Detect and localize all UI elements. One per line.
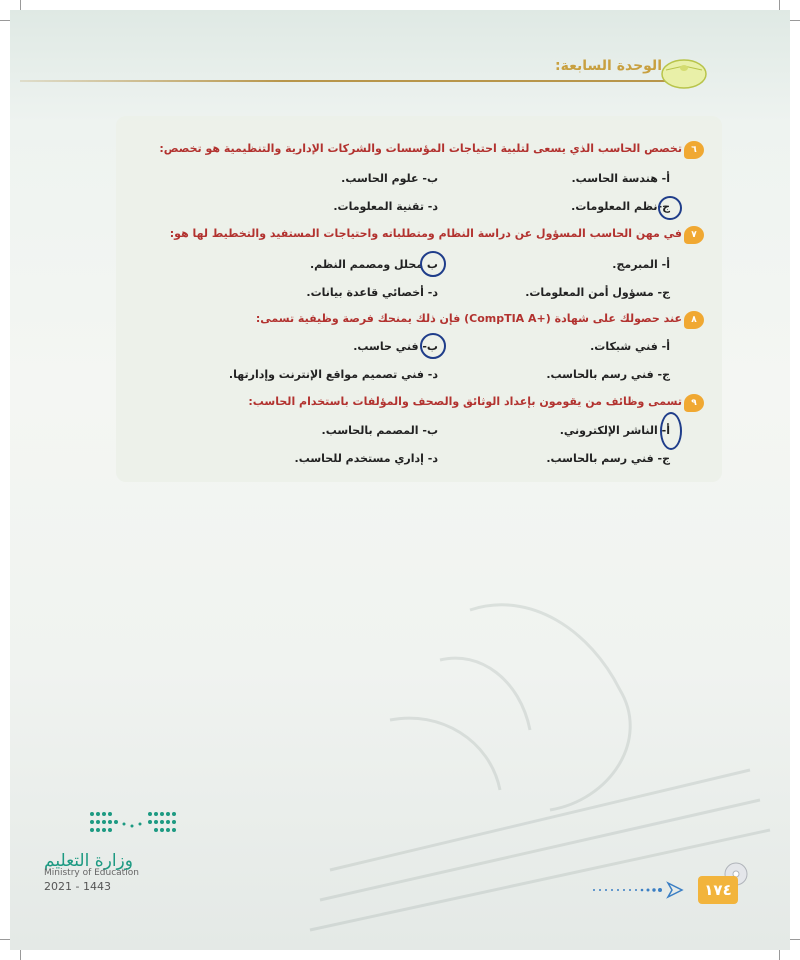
question-8-text: عند حصولك على شهادة (+CompTIA A) فإن ذلك يمنحك فرصة وظيفية تسمى: <box>255 312 682 325</box>
answer-circle <box>420 333 446 359</box>
crop-mark <box>20 950 21 960</box>
crop-mark <box>779 0 780 10</box>
crop-mark <box>20 0 21 10</box>
ministry-logo-icon <box>88 810 180 840</box>
answer-circle <box>658 196 682 220</box>
ministry-name-english: Ministry of Education <box>44 868 139 878</box>
question-number-badge: ٩ <box>684 394 704 412</box>
q7-option-b[interactable]: ب محلل ومصمم النظم. <box>310 258 438 271</box>
computer-mouse-icon <box>660 56 708 90</box>
crop-mark <box>779 950 780 960</box>
q7-option-d[interactable]: د- أخصائي قاعدة بيانات. <box>306 286 438 299</box>
q8-option-b[interactable]: ب- فني حاسب. <box>353 340 438 353</box>
question-number-badge: ٧ <box>684 226 704 244</box>
page-number: ١٧٤ <box>698 876 738 904</box>
crop-mark <box>0 939 10 940</box>
question-9-text: تسمى وظائف من يقومون بإعداد الوثائق والصحف والمؤلفات باستخدام الحاسب: <box>248 395 682 408</box>
answer-circle <box>420 251 446 277</box>
q9-option-a[interactable]: أ- الناشر الإلكتروني. <box>559 424 670 437</box>
question-6-text: تخصص الحاسب الذي يسعى لتلبية احتياجات المؤسسات والشركات الإدارية والتنظيمية هو تخصص: <box>159 142 682 155</box>
answer-circle <box>660 412 682 450</box>
q6-option-d[interactable]: د- تقنية المعلومات. <box>333 200 438 213</box>
q6-option-c[interactable]: ج-نظم المعلومات. <box>571 200 670 213</box>
q7-option-c[interactable]: ج- مسؤول أمن المعلومات. <box>525 286 670 299</box>
crop-mark <box>0 20 10 21</box>
crop-mark <box>790 939 800 940</box>
q6-option-a[interactable]: أ- هندسة الحاسب. <box>571 172 670 185</box>
q8-option-c[interactable]: ج- فني رسم بالحاسب. <box>546 368 670 381</box>
q8-option-a[interactable]: أ- فني شبكات. <box>590 340 670 353</box>
q9-option-b[interactable]: ب- المصمم بالحاسب. <box>321 424 438 437</box>
q7-option-a[interactable]: أ- المبرمج. <box>612 258 670 271</box>
q6-option-b[interactable]: ب- علوم الحاسب. <box>341 172 438 185</box>
crop-mark <box>790 20 800 21</box>
q9-option-c[interactable]: ج- فني رسم بالحاسب. <box>546 452 670 465</box>
q8-option-d[interactable]: د- فني تصميم مواقع الإنترنت وإدارتها. <box>228 368 438 381</box>
q9-option-d[interactable]: د- إداري مستخدم للحاسب. <box>294 452 438 465</box>
question-7-text: في مهن الحاسب المسؤول عن دراسة النظام ومتطلباته واحتياجات المستفيد والتخطيط لها هو: <box>169 227 682 240</box>
edition-year: 2021 - 1443 <box>44 880 111 893</box>
unit-title: الوحدة السابعة: <box>555 58 662 74</box>
question-number-badge: ٨ <box>684 311 704 329</box>
question-number-badge: ٦ <box>684 141 704 159</box>
dotted-arrow-icon <box>590 880 690 900</box>
ministry-name-arabic: وزارة التعليم <box>44 851 133 871</box>
header-divider <box>20 80 680 82</box>
